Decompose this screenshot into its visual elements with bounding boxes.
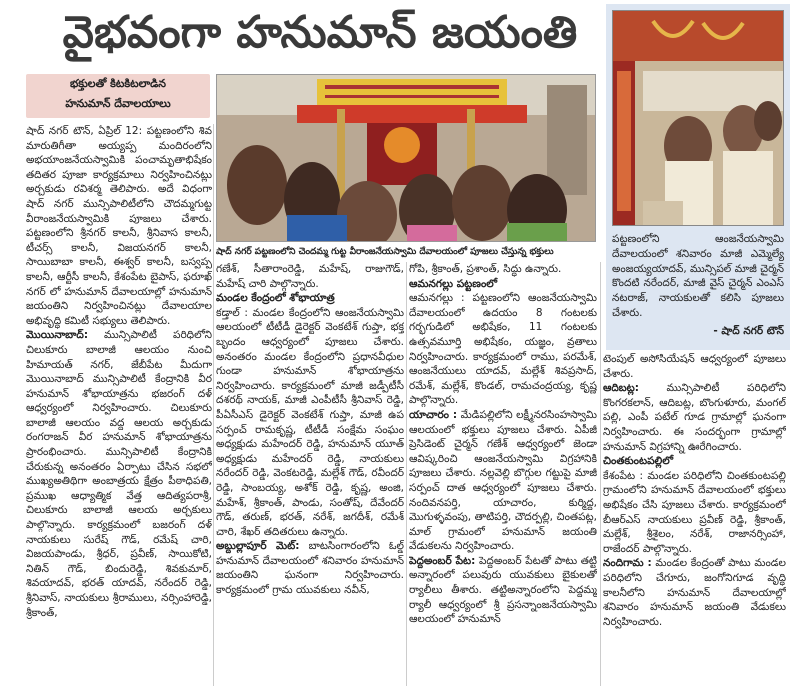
article-column-4 [603, 352, 786, 686]
paragraph: ఆమనగల్లు పట్టణంలో ఆమనగల్లు : పట్టణంలోని ఆంజనేయస్వామి దేవాలయంలో ఉదయం 8 గంటలకు గర్భగుడిలో అభిషేకం, 11 గంటలకు ఉత్సవమూర్తి అభిషేకం, యజ్ఞం, వ్రతాలు నిర్వహించారు. కార్యక్రమంలో రాము, పరమేశ్, ఆంజనేయులు యాదవ్, మల్లేశ్ శివప్రసాద్, రమేశ్, మల్లేశ్, కొండల్, రామచంద్రయ్య, కృష్ణ పాల్గొన్నారు. [409, 277, 597, 407]
subhead: మొయినాబాద్: [26, 329, 89, 342]
paragraph: గణేశ్, సీతారాంరెడ్డి, మహేష్, రాజుగౌడ్, మహేష్ చారి పాల్గొన్నారు. [216, 263, 404, 290]
subhead: నందిగామ : [603, 557, 652, 570]
paragraph: గోపి, శ్రీకాంత్, ప్రశాంత్, సిద్ధు ఉన్నారు. [409, 263, 562, 275]
kicker-line-1: భక్తులతో కిటకిటలాడిన [69, 77, 166, 90]
kicker-line-2: హనుమాన్ దేవాలయాలు [65, 97, 171, 110]
paragraph: మండల కేంద్రంలో శోభాయాత్ర కడ్తాల్ : మండల కేంద్రంలోని ఆంజనేయస్వామి ఆలయంలో టీటీడీ డైరెక్టర్ వెంకటేశ్ గుప్తా, భక్త బృందం ఆధ్వర్యంలో పూజలు చేశారు. అనంతరం మండల కేంద్రంలోని ప్రధానవీధుల గుండా హనుమాన్ శోభాయాత్రను నిర్వహించారు. కార్యక్రమంలో మాజీ జడ్పీటీసీ దశరథ్ నాయక్, మాజీ ఎంపీటీసీ శ్రీనివాస్ రెడ్డి, పీఏసీఎస్ డైరెక్టర్ వెంకటేశ్ గుప్తా, మాజీ ఉప సర్పంచ్ రామకృష్ణ, టీటీడీ సంక్షేమ సంఘం అధ్యక్షుడు మహేందర్ రెడ్డి, హనుమాన్ యూత్ అధ్యక్షుడు మహేందర్ రెడ్డి, నాయకులు నరేందర్ రెడ్డి, వెంకటరెడ్డి, మల్లేశ్ గౌడ్, రవీందర్ రెడ్డి, సాంబయ్య, అశోక్ రెడ్డి, కృష్ణ, అంజి, మహేశ్, శ్రీకాంత్, పాండు, సంతోష్, దేవేందర్ గౌడ్, తరుణ్, భరత్, నరేశ్, జగదీశ్, రమేశ్ చారి, శేఖర్ తదితరులు ఉన్నారు. [216, 292, 404, 538]
article-column-3 [409, 262, 597, 686]
column-rule [213, 124, 214, 686]
subhead: యాచారం : [409, 408, 458, 421]
side-photo-panel [606, 4, 790, 350]
article-column-1 [26, 124, 212, 686]
subhead: మండల కేంద్రంలో శోభాయాత్ర [216, 292, 335, 305]
main-photo-temple-crowd [216, 74, 596, 242]
paragraph: నందిగామ : మండల కేంద్రంతో పాటు మండల పరిధిలోని చేగూరు, జంగోనిగూడ వృద్ధి కాలనీలోని హనుమాన్ దేవాలయాల్లో శనివారం హనుమాన్ జయంతి వేడుకలు నిర్వహించారు. [603, 557, 786, 628]
side-photo-caption: పట్టణంలోని ఆంజనేయస్వామి దేవాలయంలో శనివారం మాజీ ఎమ్మెల్యే అంజయ్యయాదవ్, మున్సిపల్ మాజీ చైర్మన్ కొందటి నరేందర్, మాజీ వైస్ చైర్మన్ ఎంఎస్ నటరాజ్, నాయకులతో కలిసి పూజలు చేశారు. [612, 233, 784, 319]
headline: వైభవంగా హనుమాన్ జయంతి [62, 7, 578, 58]
paragraph: షాద్ నగర్ టౌన్, ఏప్రిల్ 12: పట్టణంలోని శివ మారుతిగీతా అయ్యప్ప మందిరంలోని అభయాంజనేయస్వామికి పంచామృతాభిషేకం తదితర పూజా కార్యక్రమాలు నిర్వహించినట్లు అర్చకుడు రవిశర్మ తెలిపారు. అదే విధంగా షాద్ నగర్ మున్సిపాలిటీలోని చౌదమ్మగుట్ట వీరాంజనేయస్వామికి పూజలు చేశారు. పట్టణంలోని శ్రీనగర్ కాలనీ, శ్రీనివాస కాలనీ, టీచర్స్ కాలనీ, విజయనగర్ కాలనీ, సాయిబాబా కాలనీ, ఈశ్వర్ కాలనీ, బస్వప్ప కాలనీ, ఆర్టీసీ కాలనీ, కేశంపేట బైపాస్, ఫరూఖ్ నగర్ లో హనుమాన్ దేవాలయాల్లో హనుమాన్ జయంతిని నిర్వహించినట్లు దేవాలయాల అభివృద్ధి కమిటీ సభ్యులు తెలిపారు. [26, 125, 212, 327]
paragraph: మొయినాబాద్: మున్సిపాలిటీ పరిధిలోని చిలుకూరు బాలాజీ ఆలయం నుంచి హిమాయత్ నగర్, జేబీపేట మీదుగా మొయినాబాద్ మున్సిపాలిటీ కేంద్రానికి వీర హనుమాన్ శోభాయాత్రను భజరంగ్ దళ్ ఆధ్వర్యంలో నిర్వహించారు. చిలుకూరు బాలాజీ ఆలయం వద్ద ఆలయ అర్చకుడు రంగరాజన్ వీర హనుమాన్ శోభాయాత్రను ప్రారంభించారు. మున్సిపాలిటీ కేంద్రానికి చేరుకున్న అనంతరం ఏర్పాటు చేసిన సభలో ముఖ్యఅతిథిగా అంబాత్రయ క్షేత్రం పీఠాధిపతి, ప్రముఖ ఆధ్యాత్మిక వేత్త ఆదిత్యపరాశ్రీ, చిలుకూరు బాలాజీ ఆలయ అర్చకులు పాల్గొన్నారు. కార్యక్రమంలో బజరంగ్ దళ్ నాయకులు సురేష్ గౌడ్, రమేష్ చారి, విజయపాండు, శ్రీధర్, ప్రవీణ్, సాయికోటి, నితిన్ గౌడ్, బిందురెడ్డి, శివకుమార్, శివయాదవ్, భరత్ యాదవ్, నరేందర్ రెడ్డి, శ్రీనివాస్, నాయకులు శ్రీరాములు, నర్సింహారెడ్డి, శ్రీకాంత్, [26, 329, 212, 619]
column-rule [406, 262, 407, 686]
side-photo-byline: - షాద్ నగర్ టౌన్ [713, 324, 784, 337]
subhead: పెద్దఅంబర్ పేట: [409, 554, 476, 567]
kicker [26, 74, 210, 118]
paragraph: పెద్దఅంబర్ పేట: పెద్దఅంబర్ పేటతో పాటు తట్టి అన్నారంలో పలువురు యువకులు బైకులతో ర్యాలీలు తీశారు. తట్టిఅన్నారంలోని పెద్దమ్మ ర్యాలీ ఆధ్వర్యంలో శ్రీ ప్రసన్నాంజనేయస్వామి ఆలయంలో హనుమాన్ [409, 554, 597, 626]
subhead: ఆదిబట్ల: [603, 382, 639, 395]
paragraph: ఆదిబట్ల: మున్సిపాలిటీ పరిధిలోని కొంగరకలాన్, ఆదిబట్ల, బొంగుళూరు, మంగల్ పల్లి, ఎంపీ పటేల్ గూడ గ్రామాల్లో ఘనంగా నిర్వహించారు. ఈ సందర్భంగా గ్రామాల్లో హనుమాన్ విగ్రహాన్ని ఊరేగించారు. [603, 382, 786, 453]
subhead: ఆమనగల్లు పట్టణంలో [409, 277, 498, 290]
subhead: అబ్దుల్లాపూర్ మెట్: [216, 540, 300, 553]
paragraph: యాచారం : మేడిపల్లిలోని లక్ష్మీనరసింహస్వామి ఆలయంలో భక్తులు పూజలు చేశారు. ఏపీజీ ప్రెసిడెంట్ చైర్మన్ గణేశ్ ఆధ్వర్యంలో జెండా ఆవిష్కరించి ఆంజనేయస్వామి విగ్రహానికి పూజలు చేశారు. నల్లవెల్లి బొగ్గుల గట్టుపై మాజీ సర్పంచ్ దాత ఆధ్వర్యంలో పూజలు చేశారు. నందివనపర్తి, యాచారం, కుర్మిద్ద, మొగుళ్ళవంపు, తాటిపర్తి, చౌదర్పల్లి, చింతపట్ల, మాల్ గ్రామంలో హనుమాన్ జయంతి వేడుకలను నిర్వహించారు. [409, 408, 597, 553]
paragraph: చింతకుంటపల్లిలో కేశంపేట : మండల పరిధిలోని చింతకుంటపల్లి గ్రామంలోని హనుమాన్ దేవాలయంలో భక్తులు అభిషేకం చేసి పూజలు చేశారు. కార్యక్రమంలో బీఆర్ఎస్ నాయకులు ప్రవీణ్ రెడ్డి, శ్రీకాంత్, మల్లేశ్, శ్రీశైలం, నరేశ్, రాజానర్సింహా, రాజేందర్ పాల్గొన్నారు. [603, 455, 786, 555]
paragraph: టెంపుల్ అసోసియేషన్ ఆధ్వర్యంలో పూజలు చేశారు. [603, 353, 786, 380]
subhead: చింతకుంటపల్లిలో [603, 455, 674, 468]
side-photo-leaders-praying [612, 10, 784, 226]
paragraph: అబ్దుల్లాపూర్ మెట్: బాటసింగారంలోని ఓల్డ్ హనుమాన్ దేవాలయంలో శనివారం హనుమాన్ జయంతిని ఘనంగా నిర్వహించారు. కార్యక్రమంలో గ్రామ యువకులు నవీన్, [216, 540, 404, 597]
column-rule [600, 262, 601, 686]
article-column-2 [216, 262, 404, 686]
main-photo-caption: షాద్ నగర్ పట్టణంలోని చెందమ్మ గుట్ట వీరాంజనేయస్వామి దేవాలయంలో పూజలు చేస్తున్న భక్తులు [216, 247, 554, 257]
